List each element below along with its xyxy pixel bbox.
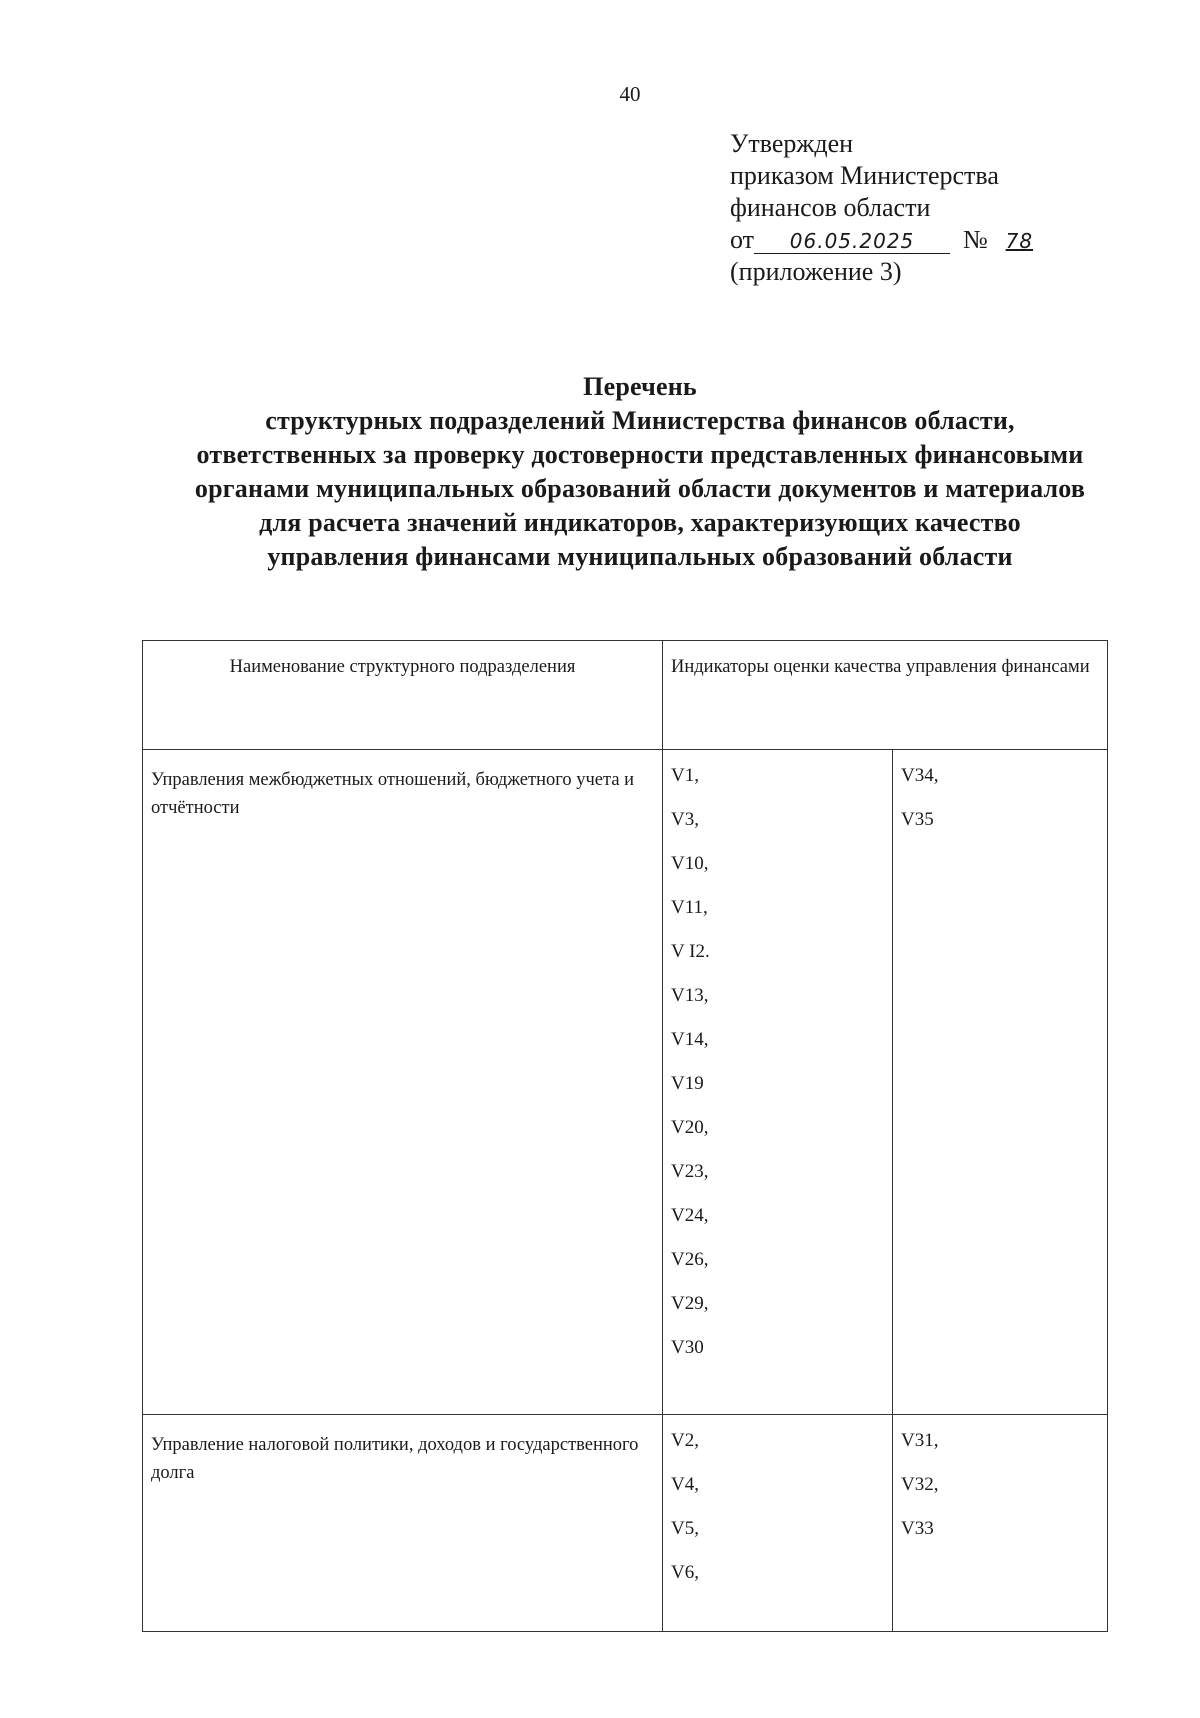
indicator-code: V4, [671, 1474, 699, 1495]
indicator-codes-secondary [893, 750, 1108, 1415]
table-row [143, 1415, 1108, 1632]
indicator-code: V23, [671, 1161, 709, 1182]
indicator-code: V1, [671, 765, 699, 786]
indicator-code: V26, [671, 1249, 709, 1270]
indicator-code: V I2. [671, 941, 710, 962]
indicator-code: V11, [671, 897, 708, 918]
indicator-code: V10, [671, 853, 709, 874]
header-indicators: Индикаторы оценки качества управления финансами [663, 641, 1108, 750]
number-prefix: № [963, 225, 988, 254]
title-line: Перечень [583, 372, 697, 401]
title-line: структурных подразделений Министерства финансов области, [265, 406, 1015, 435]
approval-date-line [730, 224, 1044, 256]
table-row [143, 750, 1108, 1415]
approval-line: (приложение 3) [730, 257, 902, 286]
approval-line: приказом Министерства [730, 161, 999, 190]
document-title [120, 370, 1160, 574]
indicator-code: V30 [671, 1337, 704, 1358]
title-line: управления финансами муниципальных образований области [267, 542, 1013, 571]
indicator-codes-primary [663, 1415, 893, 1632]
title-line: органами муниципальных образований области документов и материалов [194, 474, 1086, 503]
header-department: Наименование структурного подразделения [143, 641, 663, 750]
indicator-code: V33 [901, 1518, 934, 1539]
approval-line: Утвержден [730, 129, 854, 158]
indicator-code: V2, [671, 1430, 699, 1451]
handwritten-date: 06.05.2025 [754, 229, 950, 254]
department-name: Управление налоговой политики, доходов и государственного долга [143, 1415, 663, 1632]
indicator-code: V29, [671, 1293, 709, 1314]
approval-line: финансов области [730, 193, 931, 222]
indicator-code: V20, [671, 1117, 709, 1138]
table-header-row [143, 641, 1108, 750]
indicator-code: V19 [671, 1073, 704, 1094]
title-line: ответственных за проверку достоверности представленных финансовыми [196, 440, 1084, 469]
indicator-code: V13, [671, 985, 709, 1006]
indicator-code: V5, [671, 1518, 699, 1539]
indicator-codes-primary [663, 750, 893, 1415]
indicator-code: V24, [671, 1205, 709, 1226]
departments-table [142, 640, 1108, 1632]
approval-stamp-block [730, 128, 1044, 288]
indicator-code: V3, [671, 809, 699, 830]
indicator-code: V31, [901, 1430, 939, 1451]
indicator-code: V14, [671, 1029, 709, 1050]
date-prefix: от [730, 225, 755, 254]
handwritten-number: 78 [1005, 229, 1034, 253]
indicator-codes-secondary [893, 1415, 1108, 1632]
indicator-code: V32, [901, 1474, 939, 1495]
department-name: Управления межбюджетных отношений, бюджетного учета и отчётности [143, 750, 663, 1415]
page-number: 40 [619, 82, 641, 106]
indicator-code: V6, [671, 1562, 699, 1583]
title-line: для расчета значений индикаторов, характеризующих качество [259, 508, 1021, 537]
indicator-code: V34, [901, 765, 939, 786]
indicator-code: V35 [901, 809, 934, 830]
